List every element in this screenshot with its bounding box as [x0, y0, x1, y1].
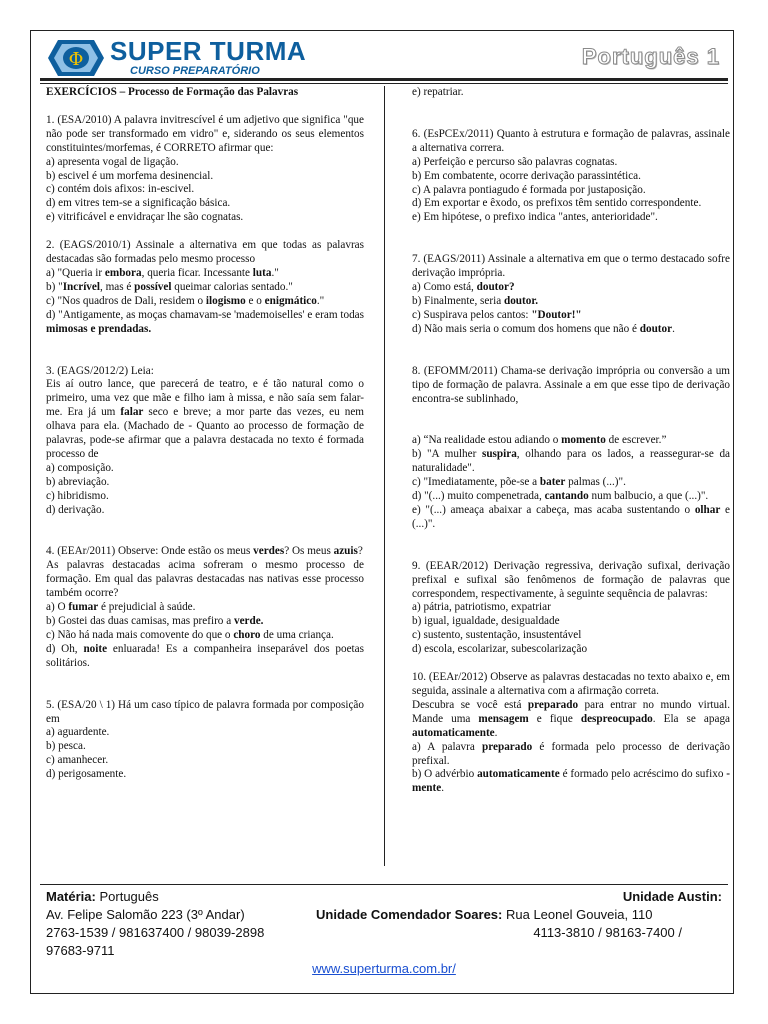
q8-option-d: d) "(...) muito compenetrada, cantando num balbucio, a que (...)". [412, 490, 709, 503]
q9-option-d: d) escola, escolarizar, subescolarização [412, 643, 588, 656]
q3-option-a: a) composição. [46, 461, 114, 474]
q6-option-a: a) Perfeição e percurso são palavras cognatas. [412, 155, 618, 168]
q3-text: Eis aí outro lance, que parecerá de teatro, e é tão natural como o primeiro, uma vez que mãe e filho iam à missa, e não saía sem falar-me. Era já um falar seco e breve; a mor parte das vezes, eu nem olhava para ela. (Machado de - Quanto ao processo de formação de palavras, pode-se afirmar que a palavra destacada no texto é formada processo de [46, 378, 364, 460]
column-divider [384, 86, 385, 866]
q1-option-b: b) escivel é um morfema desinencial. [46, 169, 214, 182]
q4-option-c: c) Não há nada mais comovente do que o choro de uma criança. [46, 628, 334, 641]
right-column [412, 86, 730, 796]
q2-stem: 2. (EAGS/2010/1) Assinale a alternativa em que todas as palavras destacadas são formadas pelo mesmo processo [46, 239, 364, 266]
q2-option-d: d) "Antigamente, as moças chamavam-se 'mademoiselles' e eram todas mimosas e prendadas. [46, 308, 364, 335]
q6-option-b: b) Em combatente, ocorre derivação parassintética. [412, 169, 641, 182]
phones-extra: 97683-9711 [46, 943, 115, 958]
q3-option-d: d) derivação. [46, 503, 105, 516]
q4-option-a: a) O fumar é prejudicial à saúde. [46, 601, 196, 614]
q8-option-c: c) "Imediatamente, põe-se a bater palmas (...)". [412, 476, 626, 489]
comendador-line: Unidade Comendador Soares: Rua Leonel Gouveia, 110 [316, 907, 653, 922]
q5-option-b: b) pesca. [46, 740, 86, 753]
footer [46, 888, 722, 960]
q4-stem: 4. (EEAr/2011) Observe: Onde estão os meus verdes? Os meus azuis? [46, 545, 363, 558]
q10-option-a: a) A palavra preparado é formada pelo processo de derivação prefixal. [412, 740, 731, 767]
q1-option-d: d) em vitres tem-se a significação básica. [46, 197, 231, 210]
brand-subtitle: CURSO PREPARATÓRIO [130, 65, 260, 77]
q7-option-d: d) Não mais seria o comum dos homens que não é doutor. [412, 322, 675, 335]
q4-intro: As palavras destacadas acima sofreram o mesmo processo de formação. Em qual das palavras destacadas nas nativas esse processo também ocorre? [46, 559, 364, 600]
q7-stem: 7. (EAGS/2011) Assinale a alternativa em que o termo destacado sofre derivação imprópria. [412, 253, 730, 280]
q6-option-d: d) Em exportar e êxodo, os prefixos têm sentido correspondente. [412, 197, 702, 210]
q3-stem: 3. (EAGS/2012/2) Leia: [46, 364, 154, 377]
q2-option-a: a) "Queria ir embora, queria ficar. Incessante luta." [46, 266, 279, 279]
q5-option-d: d) perigosamente. [46, 768, 127, 781]
brand-name: SUPER TURMA [110, 36, 307, 66]
q8-option-e: e) "(...) ameaça abaixar a cabeça, mas acaba sustentando o olhar e (...)". [412, 503, 730, 530]
q4-option-d: d) Oh, noite enluarada! Es a companheira inseparável dos poetas solitários. [46, 642, 364, 669]
q1-option-e: e) vitrificável e envidraçar lhe são cognatas. [46, 211, 244, 224]
q1-stem: 1. (ESA/2010) A palavra invitrescível é um adjetivo que significa "que não pode ser transformado em vidro" e, siderando os seus elementos constituintes/morfemas, é CORRETO afirmar que: [46, 113, 364, 154]
q9-stem: 9. (EEAR/2012) Derivação regressiva, derivação sufixal, derivação prefixal e sufixal são fenômenos de formação de palavras que correspondem, respectivamente, à seguinte sequência de palavras: [412, 559, 730, 600]
unidade-austin-label: Unidade Austin: [622, 889, 722, 904]
q8-option-a: a) “Na realidade estou adiando o momento de escrever.” [412, 434, 667, 447]
phones-comendador: 4113-3810 / 98163-7400 / [533, 925, 682, 940]
q10-option-b: b) O advérbio automaticamente é formado pelo acréscimo do sufixo -mente. [412, 768, 730, 795]
q3-option-b: b) abreviação. [46, 475, 110, 488]
q5-stem: 5. (ESA/20 \ 1) Há um caso típico de palavra formada por composição em [46, 698, 364, 725]
logo-icon [48, 36, 104, 80]
subject-title: Português 1 [581, 44, 720, 69]
footer-rule [40, 884, 728, 885]
q5-option-e: e) repatriar. [412, 86, 464, 98]
q8-option-b: b) "A mulher suspira, olhando para os lados, a reassegurar-se da naturalidade". [412, 448, 730, 475]
website-link[interactable]: www.superturma.com.br/ [312, 961, 456, 976]
left-column [46, 86, 364, 782]
q1-option-a: a) apresenta vogal de ligação. [46, 155, 179, 168]
logo-letter: Φ [68, 49, 84, 70]
q7-option-c: c) Suspirava pelos cantos: "Doutor!" [412, 308, 582, 321]
address-austin: Av. Felipe Salomão 223 (3º Andar) [46, 907, 245, 922]
q6-option-c: c) A palavra pontiagudo é formada por justaposição. [412, 183, 646, 196]
q3-option-c: c) hibridismo. [46, 489, 109, 502]
q5-option-c: c) amanhecer. [46, 754, 109, 767]
materia-line: Matéria: Português [46, 889, 159, 904]
q1-option-c: c) contém dois afixos: in-escivel. [46, 183, 195, 196]
q9-option-b: b) igual, igualdade, desigualdade [412, 615, 560, 628]
q5-option-a: a) aguardente. [46, 726, 110, 739]
q7-option-a: a) Como está, doutor? [412, 281, 515, 294]
q9-option-a: a) pátria, patriotismo, expatriar [412, 601, 551, 614]
phones-austin: 2763-1539 / 981637400 / 98039-2898 [46, 925, 265, 940]
q2-option-b: b) "Incrível, mas é possível queimar calorias sentado." [46, 280, 293, 293]
q2-option-c: c) "Nos quadros de Dali, residem o ilogismo e o enigmático." [46, 294, 325, 307]
q6-option-e: e) Em hipótese, o prefixo indica "antes, anterioridade". [412, 211, 658, 224]
q6-stem: 6. (EsPCEx/2011) Quanto à estrutura e formação de palavras, assinale a alternativa correra. [412, 127, 730, 154]
q4-option-b: b) Gostei das duas camisas, mas prefiro a verde. [46, 615, 264, 627]
q10-stem: 10. (EEAr/2012) Observe as palavras destacadas no texto abaixo e, em seguida, assinale a alternativa com a afirmação correta. [412, 671, 730, 697]
q8-stem: 8. (EFOMM/2011) Chama-se derivação imprópria ou conversão a um tipo de formação de palavra. Assinale a em que esse tipo de derivação encontra-se sublinhado, [412, 364, 730, 405]
q9-option-c: c) sustento, sustentação, insustentável [412, 629, 582, 642]
header-rule-thin [40, 83, 728, 84]
q7-option-b: b) Finalmente, seria doutor. [412, 294, 539, 307]
exercise-heading: EXERCÍCIOS – Processo de Formação das Palavras [46, 86, 299, 98]
q10-text: Descubra se você está preparado para entrar no mundo virtual. Mande uma mensagem e fique despreocupado. Ela se apaga automaticamente. [412, 698, 731, 739]
header-rule [40, 78, 728, 81]
